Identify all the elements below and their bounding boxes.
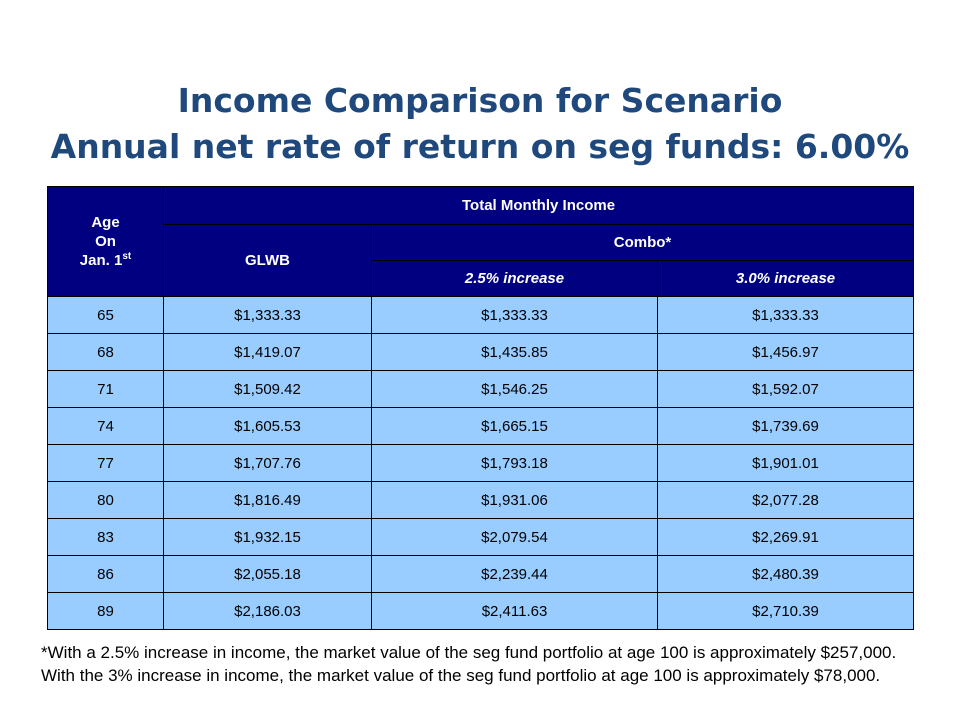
income-table bbox=[47, 186, 914, 630]
increase-25-cell: $1,333.33 bbox=[372, 297, 658, 334]
glwb-header: GLWB bbox=[164, 225, 372, 297]
glwb-cell: $1,419.07 bbox=[164, 334, 372, 371]
age-cell: 83 bbox=[48, 519, 164, 556]
increase-25-cell: $2,079.54 bbox=[372, 519, 658, 556]
increase-30-cell: $2,480.39 bbox=[658, 556, 914, 593]
table-row bbox=[48, 556, 914, 593]
increase-25-cell: $1,435.85 bbox=[372, 334, 658, 371]
increase-30-cell: $2,710.39 bbox=[658, 593, 914, 630]
age-header-line-1: Age bbox=[91, 214, 120, 231]
glwb-cell: $1,932.15 bbox=[164, 519, 372, 556]
glwb-cell: $1,509.42 bbox=[164, 371, 372, 408]
table-row bbox=[48, 482, 914, 519]
age-cell: 65 bbox=[48, 297, 164, 334]
footnote: *With a 2.5% increase in income, the market value of the seg fund portfolio at age 100 is approximately $257,000. With the 3% increase in income, the market value of the seg fund portfolio at age 100 is approximately $78,000. bbox=[41, 643, 897, 685]
table-row bbox=[48, 334, 914, 371]
table-header bbox=[48, 187, 914, 297]
table-row bbox=[48, 445, 914, 482]
glwb-cell: $2,186.03 bbox=[164, 593, 372, 630]
title-line-2: Annual net rate of return on seg funds: 6.00% bbox=[50, 127, 910, 166]
table-row bbox=[48, 297, 914, 334]
age-cell: 89 bbox=[48, 593, 164, 630]
increase-30-cell: $1,333.33 bbox=[658, 297, 914, 334]
glwb-cell: $1,605.53 bbox=[164, 408, 372, 445]
combo-header: Combo* bbox=[372, 225, 914, 261]
increase-25-cell: $2,411.63 bbox=[372, 593, 658, 630]
increase-30-cell: $1,592.07 bbox=[658, 371, 914, 408]
total-monthly-income-header: Total Monthly Income bbox=[164, 187, 914, 225]
increase-30-cell: $1,901.01 bbox=[658, 445, 914, 482]
glwb-cell: $2,055.18 bbox=[164, 556, 372, 593]
title-line-1: Income Comparison for Scenario bbox=[177, 81, 783, 120]
table-body bbox=[48, 297, 914, 630]
increase-30-cell: $2,269.91 bbox=[658, 519, 914, 556]
increase-30-cell: $1,739.69 bbox=[658, 408, 914, 445]
glwb-cell: $1,816.49 bbox=[164, 482, 372, 519]
age-cell: 71 bbox=[48, 371, 164, 408]
glwb-cell: $1,333.33 bbox=[164, 297, 372, 334]
increase-25-cell: $2,239.44 bbox=[372, 556, 658, 593]
age-cell: 80 bbox=[48, 482, 164, 519]
age-cell: 68 bbox=[48, 334, 164, 371]
age-cell: 86 bbox=[48, 556, 164, 593]
age-header-jan: Jan. 1 bbox=[79, 252, 123, 269]
age-header-line-3 bbox=[48, 251, 163, 270]
increase-30-header: 3.0% increase bbox=[658, 261, 914, 297]
age-header-line-2: On bbox=[95, 233, 116, 250]
increase-25-cell: $1,793.18 bbox=[372, 445, 658, 482]
glwb-cell: $1,707.76 bbox=[164, 445, 372, 482]
increase-30-cell: $2,077.28 bbox=[658, 482, 914, 519]
page-title bbox=[0, 78, 960, 170]
increase-25-cell: $1,931.06 bbox=[372, 482, 658, 519]
increase-25-cell: $1,665.15 bbox=[372, 408, 658, 445]
increase-25-cell: $1,546.25 bbox=[372, 371, 658, 408]
increase-25-header: 2.5% increase bbox=[372, 261, 658, 297]
age-cell: 74 bbox=[48, 408, 164, 445]
table-row bbox=[48, 408, 914, 445]
age-header bbox=[48, 187, 164, 297]
age-header-sup: st bbox=[122, 251, 132, 262]
table-row bbox=[48, 371, 914, 408]
table-row bbox=[48, 593, 914, 630]
age-cell: 77 bbox=[48, 445, 164, 482]
table-row bbox=[48, 519, 914, 556]
increase-30-cell: $1,456.97 bbox=[658, 334, 914, 371]
